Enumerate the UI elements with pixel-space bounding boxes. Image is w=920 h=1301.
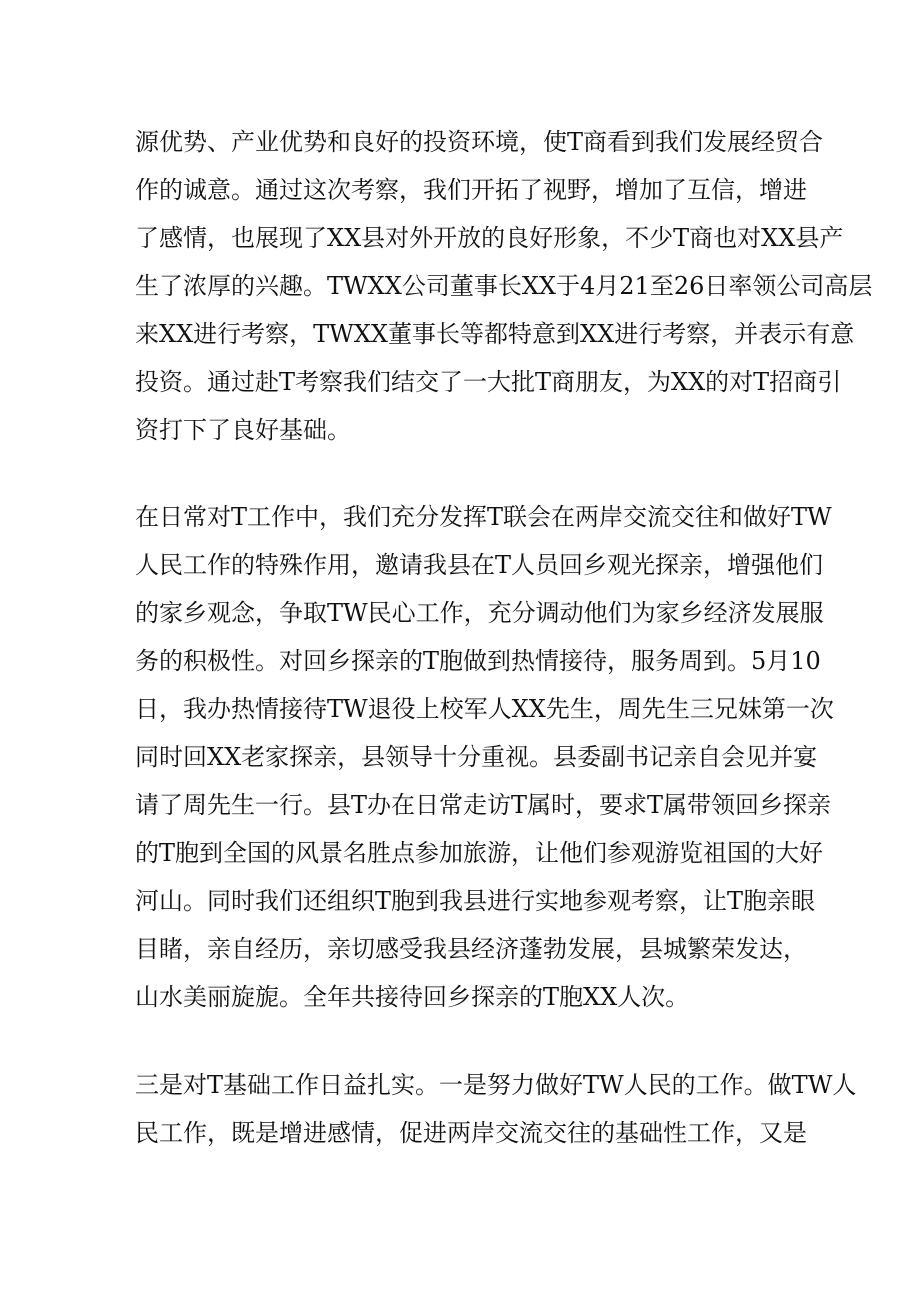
text-line: 在日常对T工作中，我们充分发挥T联会在两岸交流交往和做好TW [135, 503, 832, 531]
text-line: 日，我办热情接待TW退役上校军人XX先生，周先生三兄妹第一次 [135, 695, 834, 723]
text-line: 资打下了良好基础。 [135, 416, 351, 444]
text-line: 三是对T基础工作日益扎实。一是努力做好TW人民的工作。做TW人 [135, 1071, 857, 1099]
text-line: 了感情，也展现了XX县对外开放的良好形象，不少T商也对XX县产 [135, 224, 844, 252]
text-line: 生了浓厚的兴趣。TWXX公司董事长XX于4月21至26日率领公司高层 [135, 272, 873, 300]
paragraph-2 [135, 493, 834, 1021]
text-line: 山水美丽旋旎。全年共接待回乡探亲的T胞XX人次。 [135, 983, 690, 1011]
text-line: 务的积极性。对回乡探亲的T胞做到热情接待，服务周到。5月10 [135, 647, 821, 675]
text-line: 投资。通过赴T考察我们结交了一大批T商朋友，为XX的对T招商引 [135, 368, 842, 396]
text-line: 同时回XX老家探亲，县领导十分重视。县委副书记亲自会见并宴 [135, 743, 818, 771]
paragraph-1 [135, 118, 873, 454]
text-line: 源优势、产业优势和良好的投资环境，使T商看到我们发展经贸合 [135, 128, 824, 156]
text-line: 民工作，既是增进感情，促进两岸交流交往的基础性工作，又是 [135, 1119, 807, 1147]
text-line: 的T胞到全国的风景名胜点参加旅游，让他们参观游览祖国的大好 [135, 839, 824, 867]
text-line: 作的诚意。通过这次考察，我们开拓了视野，增加了互信，增进 [135, 176, 807, 204]
text-line: 来XX进行考察，TWXX董事长等都特意到XX进行考察，并表示有意 [135, 320, 855, 348]
text-line: 的家乡观念，争取TW民心工作，充分调动他们为家乡经济发展服 [135, 599, 824, 627]
text-line: 人民工作的特殊作用，邀请我县在T人员回乡观光探亲，增强他们 [135, 551, 824, 579]
paragraph-3 [135, 1061, 857, 1157]
text-line: 请了周先生一行。县T办在日常走访T属时，要求T属带领回乡探亲 [135, 791, 832, 819]
text-line: 目睹，亲自经历，亲切感受我县经济蓬勃发展，县城繁荣发达， [135, 935, 807, 963]
text-line: 河山。同时我们还组织T胞到我县进行实地参观考察，让T胞亲眼 [135, 887, 816, 915]
